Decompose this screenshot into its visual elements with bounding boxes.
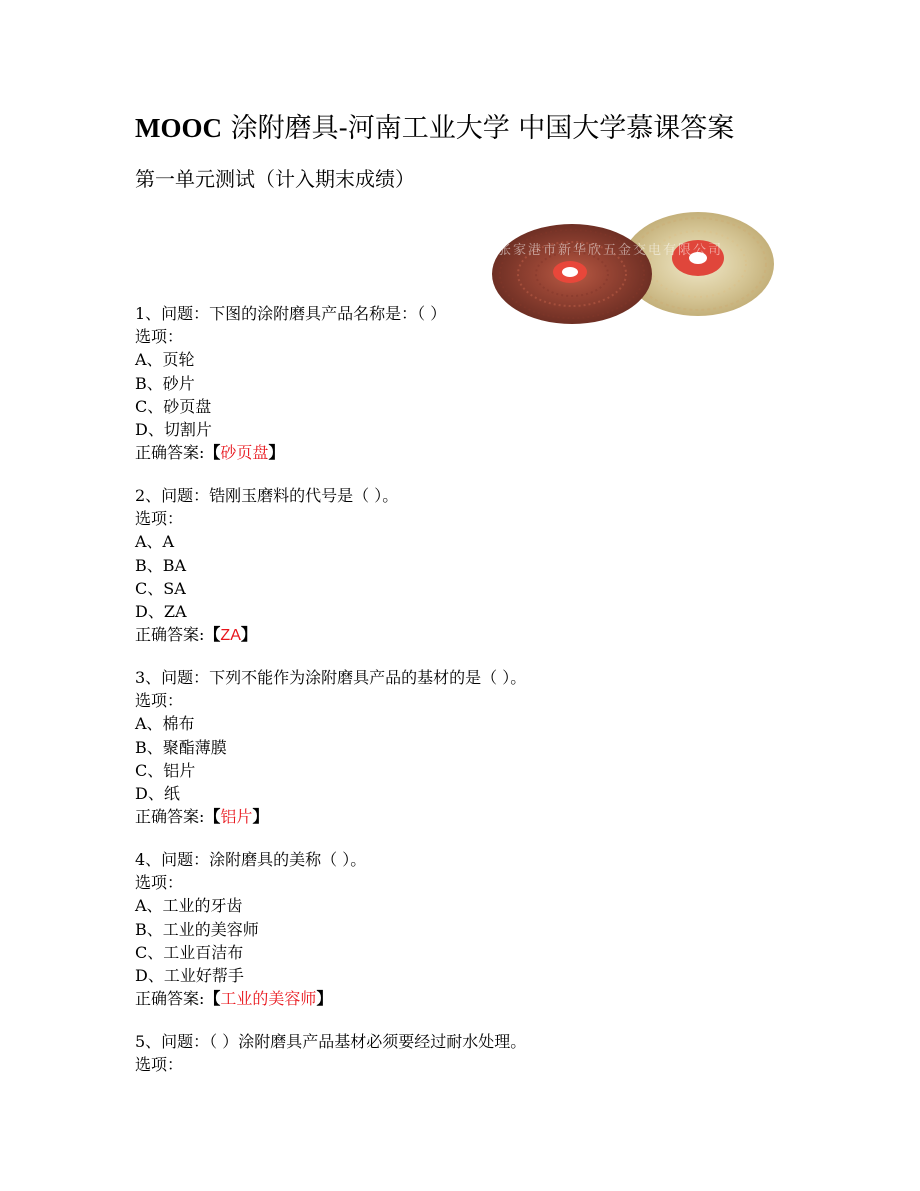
title-latin: MOOC (135, 113, 222, 143)
correct-answer-line (135, 805, 526, 828)
answer-close-bracket: 】 (316, 989, 333, 1009)
answer-label: 正确答案: (135, 989, 205, 1009)
option-b: B、砂片 (135, 373, 195, 393)
correct-answer-line (135, 987, 366, 1010)
answer-close-bracket: 】 (268, 443, 285, 463)
option-c: C、工业百洁布 (135, 942, 244, 962)
options-label: 选项： (135, 691, 184, 711)
answer-close-bracket: 】 (252, 807, 269, 827)
correct-answer-line (135, 623, 398, 646)
option-c: C、铝片 (135, 760, 196, 780)
answer-open-bracket: 【 (204, 989, 221, 1009)
flap-disc-product-image (490, 208, 776, 326)
answer-label: 正确答案: (135, 625, 205, 645)
options-label: 选项： (135, 327, 184, 347)
answer-value: 工业的美容师 (220, 991, 317, 1009)
answer-value: 铝片 (220, 809, 253, 827)
question-block-1 (135, 302, 446, 464)
option-d: D、工业好帮手 (135, 965, 244, 985)
option-d: D、纸 (135, 783, 180, 803)
document-title (135, 108, 734, 149)
answer-label: 正确答案: (135, 443, 205, 463)
options-label: 选项： (135, 1055, 184, 1075)
option-b: B、聚酯薄膜 (135, 737, 227, 757)
question-text: 1、问题：下图的涂附磨具产品名称是：（ ） (135, 304, 447, 323)
answer-open-bracket: 【 (204, 443, 221, 463)
question-block-2 (135, 484, 398, 646)
question-text: 2、问题：锆刚玉磨料的代号是（ ）。 (135, 486, 399, 505)
answer-open-bracket: 【 (204, 625, 221, 645)
section-subtitle: 第一单元测试（计入期末成绩） (135, 167, 415, 191)
image-watermark: 张家港市新华欣五金交电有限公司 (498, 243, 724, 258)
question-block-4 (135, 848, 366, 1010)
option-b: B、BA (135, 555, 187, 575)
option-a: A、A (135, 532, 175, 552)
answer-value: ZA (220, 627, 241, 645)
options-label: 选项： (135, 509, 184, 529)
question-block-5 (135, 1030, 526, 1076)
title-text: 涂附磨具-河南工业大学 中国大学慕课答案 (222, 113, 735, 144)
options-label: 选项： (135, 873, 184, 893)
option-a: A、工业的牙齿 (135, 896, 243, 916)
answer-open-bracket: 【 (204, 807, 221, 827)
option-b: B、工业的美容师 (135, 919, 259, 939)
option-d: D、ZA (135, 601, 187, 621)
answer-value: 砂页盘 (220, 445, 269, 463)
answer-close-bracket: 】 (240, 625, 257, 645)
option-a: A、棉布 (135, 714, 195, 734)
question-block-3 (135, 666, 526, 828)
question-text: 3、问题：下列不能作为涂附磨具产品的基材的是（ ）。 (135, 668, 527, 687)
option-d: D、切割片 (135, 419, 212, 439)
option-c: C、SA (135, 578, 186, 598)
question-text: 4、问题：涂附磨具的美称（ ）。 (135, 850, 367, 869)
option-a: A、页轮 (135, 350, 195, 370)
question-text: 5、问题：（ ）涂附磨具产品基材必须要经过耐水处理。 (135, 1032, 527, 1051)
correct-answer-line (135, 441, 446, 464)
option-c: C、砂页盘 (135, 396, 212, 416)
answer-label: 正确答案: (135, 807, 205, 827)
